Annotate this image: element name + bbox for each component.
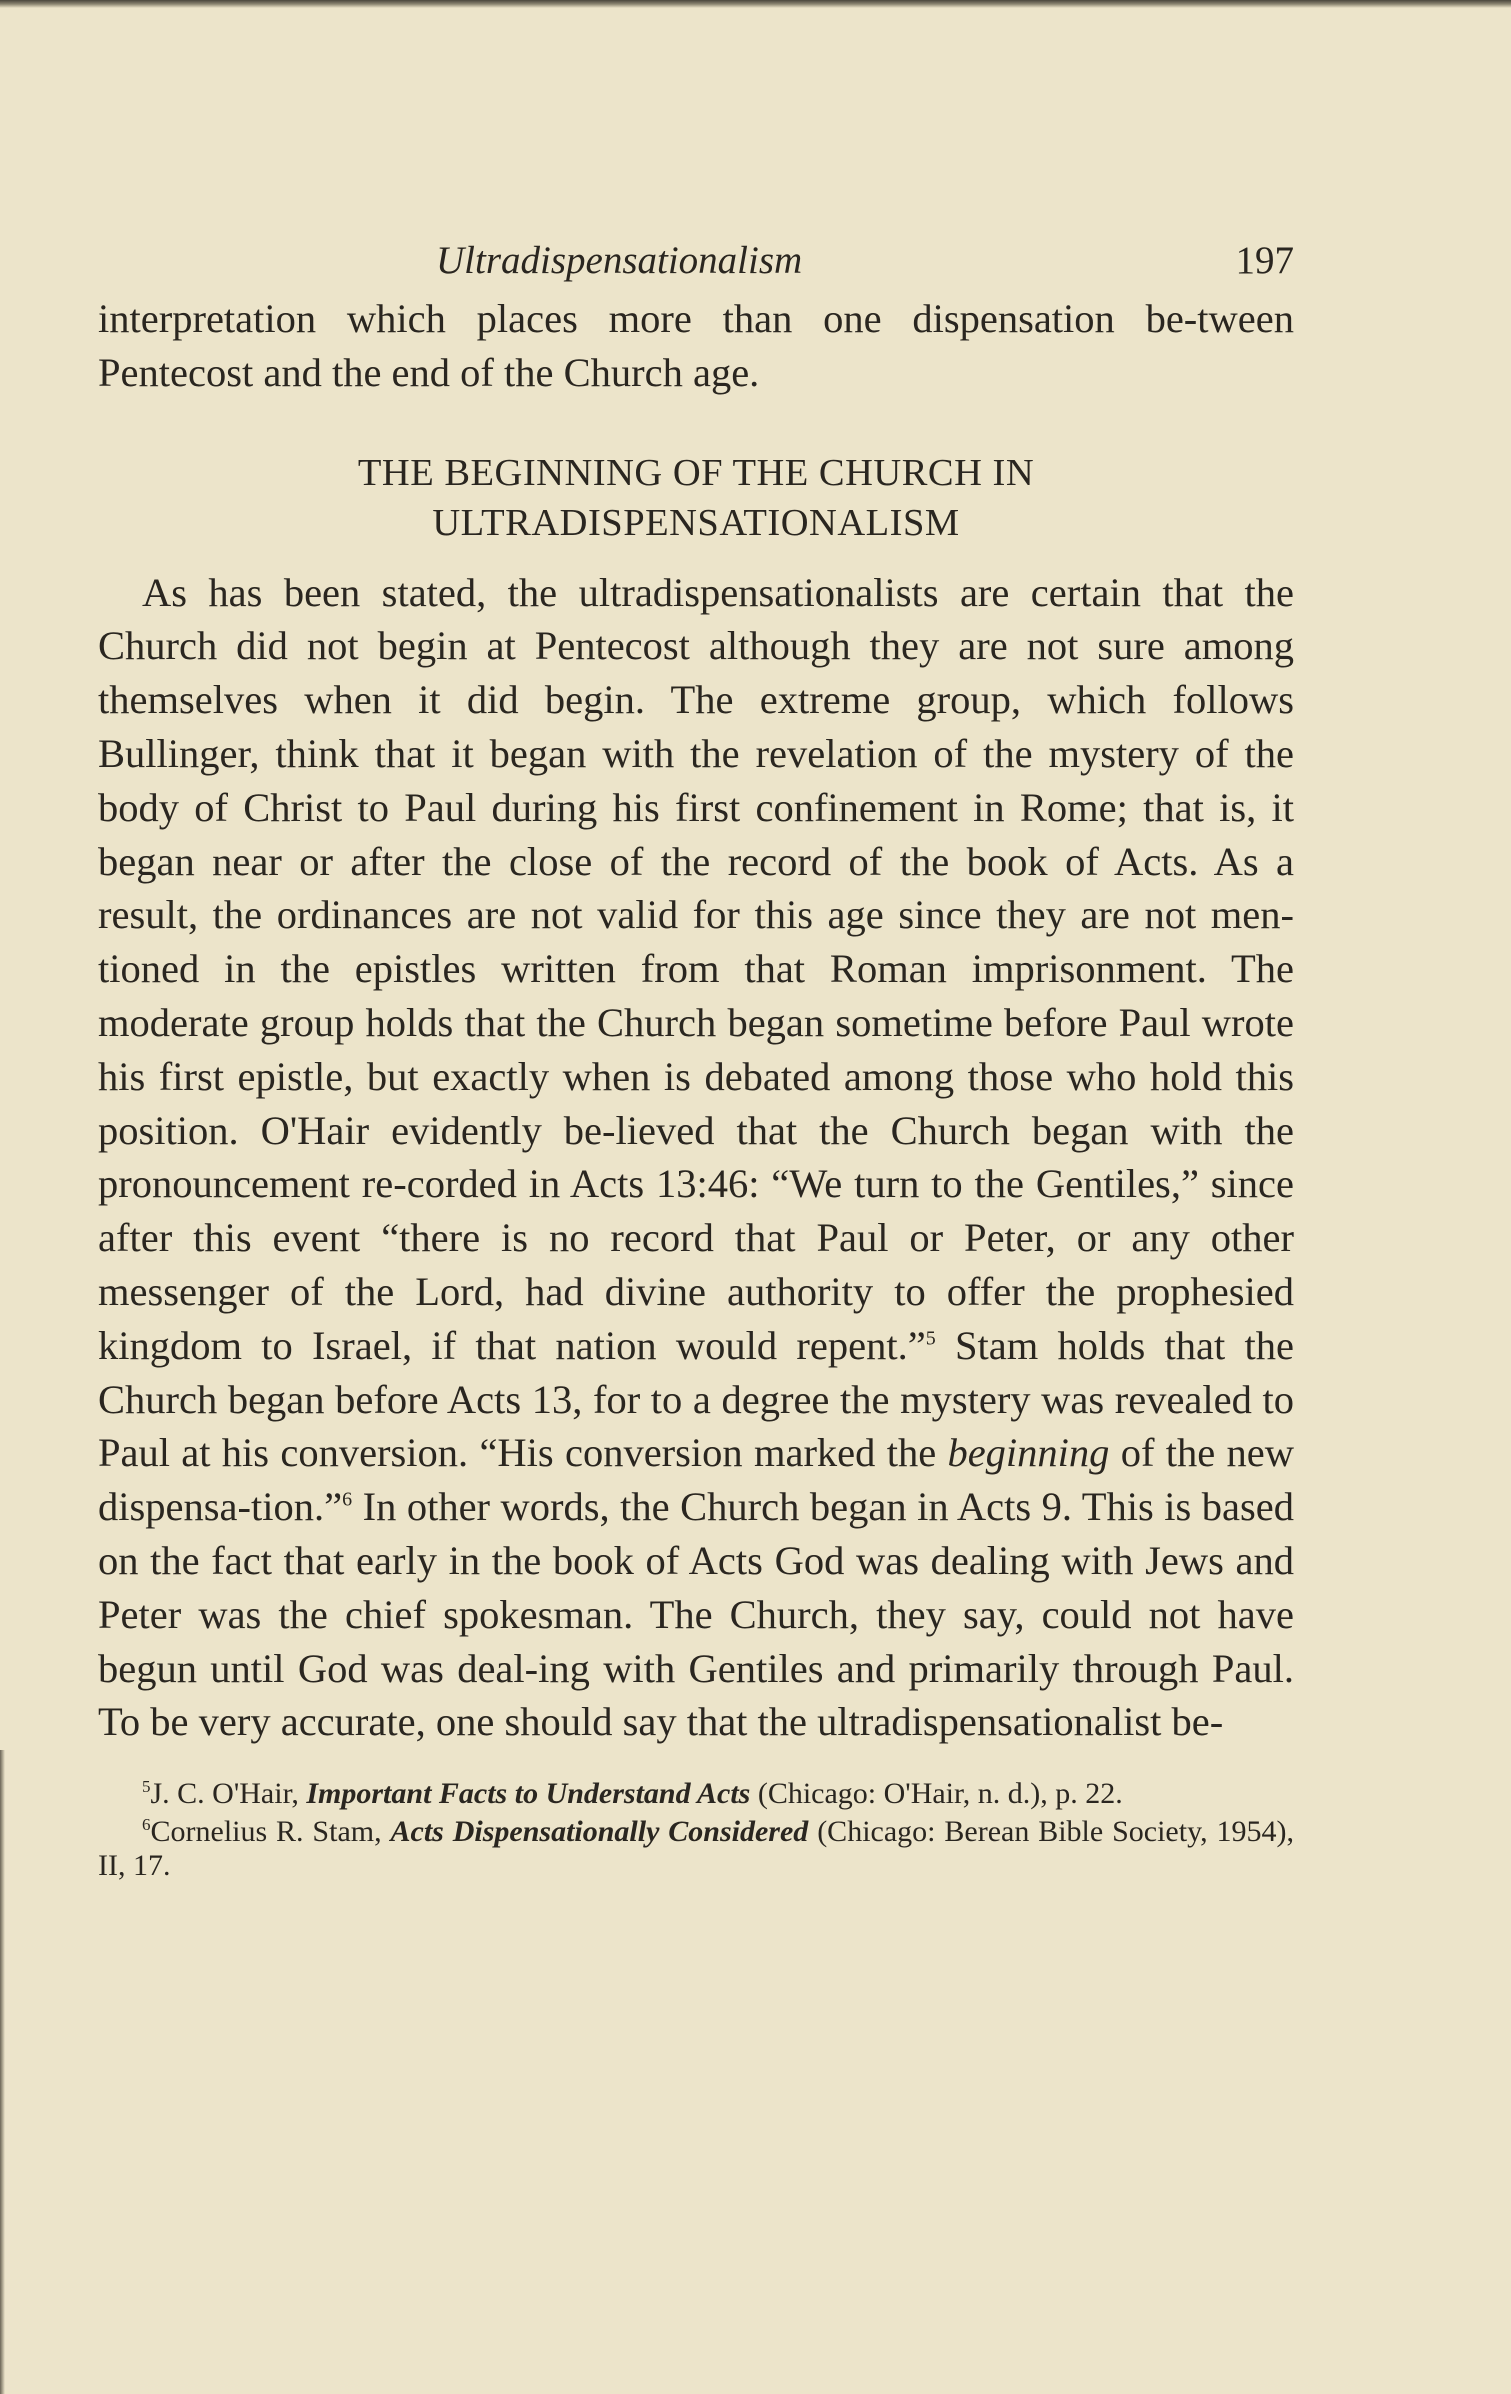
- footnote-title: Important Facts to Understand Acts: [306, 1777, 751, 1811]
- footnote-title: Acts Dispensationally Considered: [390, 1815, 809, 1849]
- footnote-6: [98, 1815, 1294, 1883]
- body-paragraph: [98, 566, 1294, 1750]
- footnote-publication: (Chicago: Berean Bible Society, 1954), II, 17.: [98, 1815, 1294, 1883]
- paragraph-part-1: As has been stated, the ultradispensationalists are certain that the Church did not begin at Pentecost although they are not sure among themselves when it did begin. The extreme group, which follows Bullinger, think that it began with the revelation of the mystery of the body of Christ to Paul during his first confinement in Rome; that is, it began near or after the close of the record of the book of Acts. As a result, the ordinances are not valid for this age since they are not men-tioned in the epistles written from that Roman imprisonment. The moderate group holds that the Church began sometime before Paul wrote his first epistle, but exactly when is debated among those who hold this position. O'Hair evidently be-lieved that the Church began with the pronouncement re-corded in Acts 13:46: “We turn to the Gentiles,” since after this event “there is no record that Paul or Peter, or any other messenger of the Lord, had divine authority to offer the prophesied kingdom to Israel, if that nation would repent.”: [98, 569, 1294, 1368]
- paragraph-part-2: Stam holds that the Church began before Acts 13, for to a degree the mystery was revealed to Paul at his conversion. “His conversion marked the: [98, 1322, 1295, 1476]
- running-head: [98, 228, 1294, 292]
- section-heading-line-2: ULTRADISPENSATIONALISM: [432, 501, 960, 544]
- paragraph-part-3: of the new dispensa-tion.”: [98, 1430, 1294, 1530]
- footnote-ref-5: 5: [925, 1327, 936, 1350]
- footnotes: [98, 1777, 1294, 1883]
- page-binding-shadow: [0, 1750, 5, 2394]
- continued-paragraph: interpretation which places more than one dispensation be-tween Pentecost and the end of the Church age.: [98, 296, 1294, 395]
- footnote-author: J. C. O'Hair,: [150, 1777, 307, 1811]
- page-content: [98, 228, 1294, 1887]
- footnote-5: [98, 1777, 1294, 1811]
- running-title: Ultradispensationalism: [436, 239, 803, 282]
- paragraph-part-4: In other words, the Church began in Acts 9. This is based on the fact that early in the book of Acts God was dealing with Jews and Peter was the chief spokesman. The Church, they say, could not have begun until God was deal-ing with Gentiles and primarily through Paul. To be very accurate, one should say that the ultradispensationalist be-: [98, 1484, 1294, 1745]
- footnote-publication: (Chicago: O'Hair, n. d.), p. 22.: [750, 1777, 1123, 1811]
- footnote-marker: 6: [142, 1815, 151, 1835]
- emphasis-beginning: beginning: [947, 1430, 1110, 1476]
- page-number: 197: [1235, 239, 1294, 282]
- section-heading-line-1: THE BEGINNING OF THE CHURCH IN: [357, 451, 1035, 494]
- footnote-ref-6: 6: [342, 1488, 353, 1511]
- footnote-author: Cornelius R. Stam,: [150, 1815, 391, 1849]
- section-heading: [98, 448, 1294, 548]
- page-top-shadow: [0, 0, 1511, 8]
- footnote-marker: 5: [142, 1777, 151, 1797]
